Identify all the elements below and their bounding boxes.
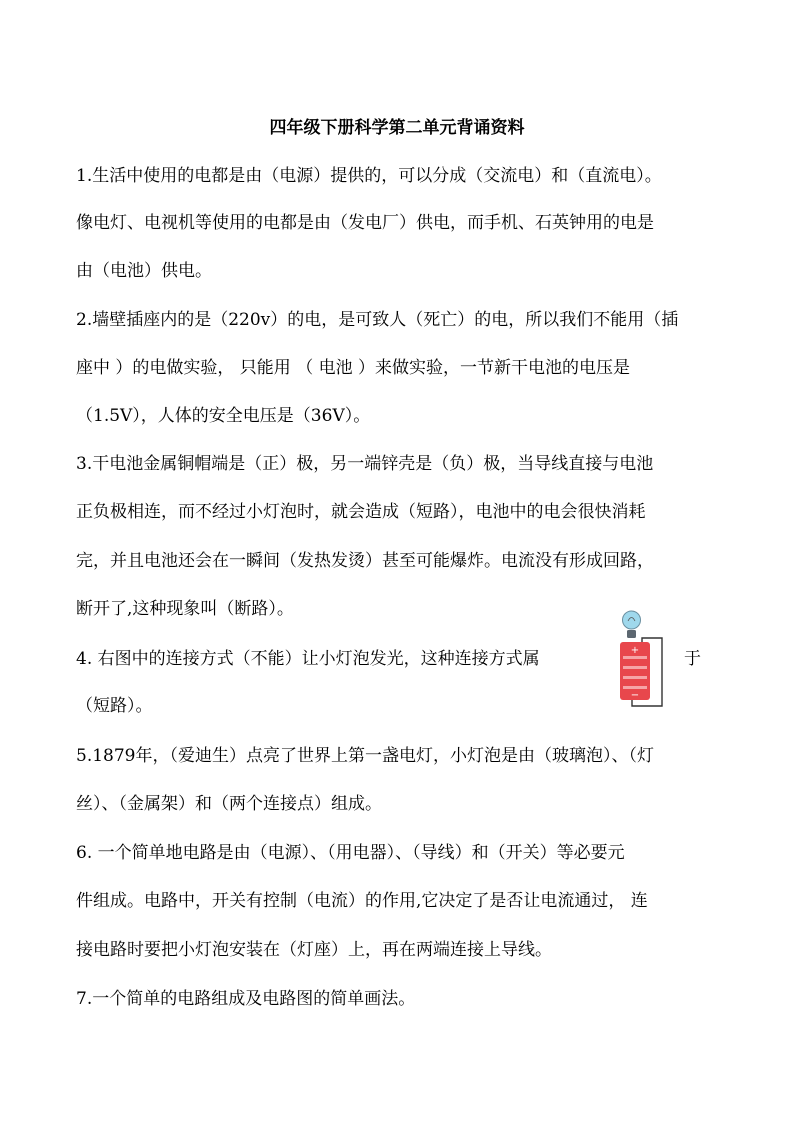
paragraph-4-line-2: （短路）。 — [76, 696, 153, 716]
paragraph-5-line-1: 5.1879年，（爱迪生）点亮了世界上第一盏电灯，小灯泡是由（玻璃泡）、（灯 — [76, 746, 654, 766]
paragraph-2-line-3: （1.5V），人体的安全电压是（36V）。 — [76, 406, 371, 426]
paragraph-4-line-1: 4. 右图中的连接方式（不能）让小灯泡发光，这种连接方式属 — [76, 649, 540, 669]
bulb-base — [627, 630, 636, 638]
battery-stripe — [623, 686, 647, 689]
battery-stripe — [623, 666, 647, 669]
battery-minus-sign: − — [630, 690, 640, 701]
paragraph-1-line-2: 像电灯、电视机等使用的电都是由（发电厂）供电，而手机、石英钟用的电是 — [76, 213, 654, 233]
paragraph-1-line-3: 由（电池）供电。 — [76, 261, 212, 281]
paragraph-7-line-1: 7.一个简单的电路组成及电路图的简单画法。 — [76, 989, 416, 1009]
paragraph-3-line-4: 断开了,这种现象叫（断路）。 — [76, 599, 294, 619]
battery-bulb-short-circuit-icon — [612, 608, 678, 710]
paragraph-3-line-2: 正负极相连，而不经过小灯泡时，就会造成（短路），电池中的电会很快消耗 — [76, 502, 646, 522]
paragraph-3-line-1: 3.干电池金属铜帽端是（正）极，另一端锌壳是（负）极，当导线直接与电池 — [76, 454, 654, 474]
paragraph-5-line-2: 丝）、（金属架）和（两个连接点）组成。 — [76, 794, 382, 814]
page-title: 四年级下册科学第二单元背诵资料 — [269, 118, 525, 138]
paragraph-1-line-1: 1.生活中使用的电都是由（电源）提供的，可以分成（交流电）和（直流电）。 — [76, 166, 662, 186]
paragraph-4-line-1-tail: 于 — [684, 649, 701, 669]
paragraph-2-line-1: 2.墙壁插座内的是（220v）的电，是可致人（死亡）的电，所以我们不能用（插 — [76, 310, 679, 330]
paragraph-6-line-1: 6. 一个简单地电路是由（电源）、（用电器）、（导线）和（开关）等必要元 — [76, 843, 625, 863]
battery-stripe — [623, 656, 647, 659]
paragraph-2-line-2: 座中 ）的电做实验， 只能用 （ 电池 ）来做实验，一节新干电池的电压是 — [76, 358, 631, 378]
bulb-glass — [623, 611, 641, 629]
paragraph-3-line-3: 完，并且电池还会在一瞬间（发热发烫）甚至可能爆炸。电流没有形成回路， — [76, 551, 654, 571]
battery-plus-sign: + — [630, 645, 640, 656]
paragraph-6-line-2: 件组成。电路中，开关有控制（电流）的作用,它决定了是否让电流通过， 连 — [76, 891, 648, 911]
paragraph-6-line-3: 接电路时要把小灯泡安装在（灯座）上，再在两端连接上导线。 — [76, 940, 552, 960]
battery-stripe — [623, 676, 647, 679]
